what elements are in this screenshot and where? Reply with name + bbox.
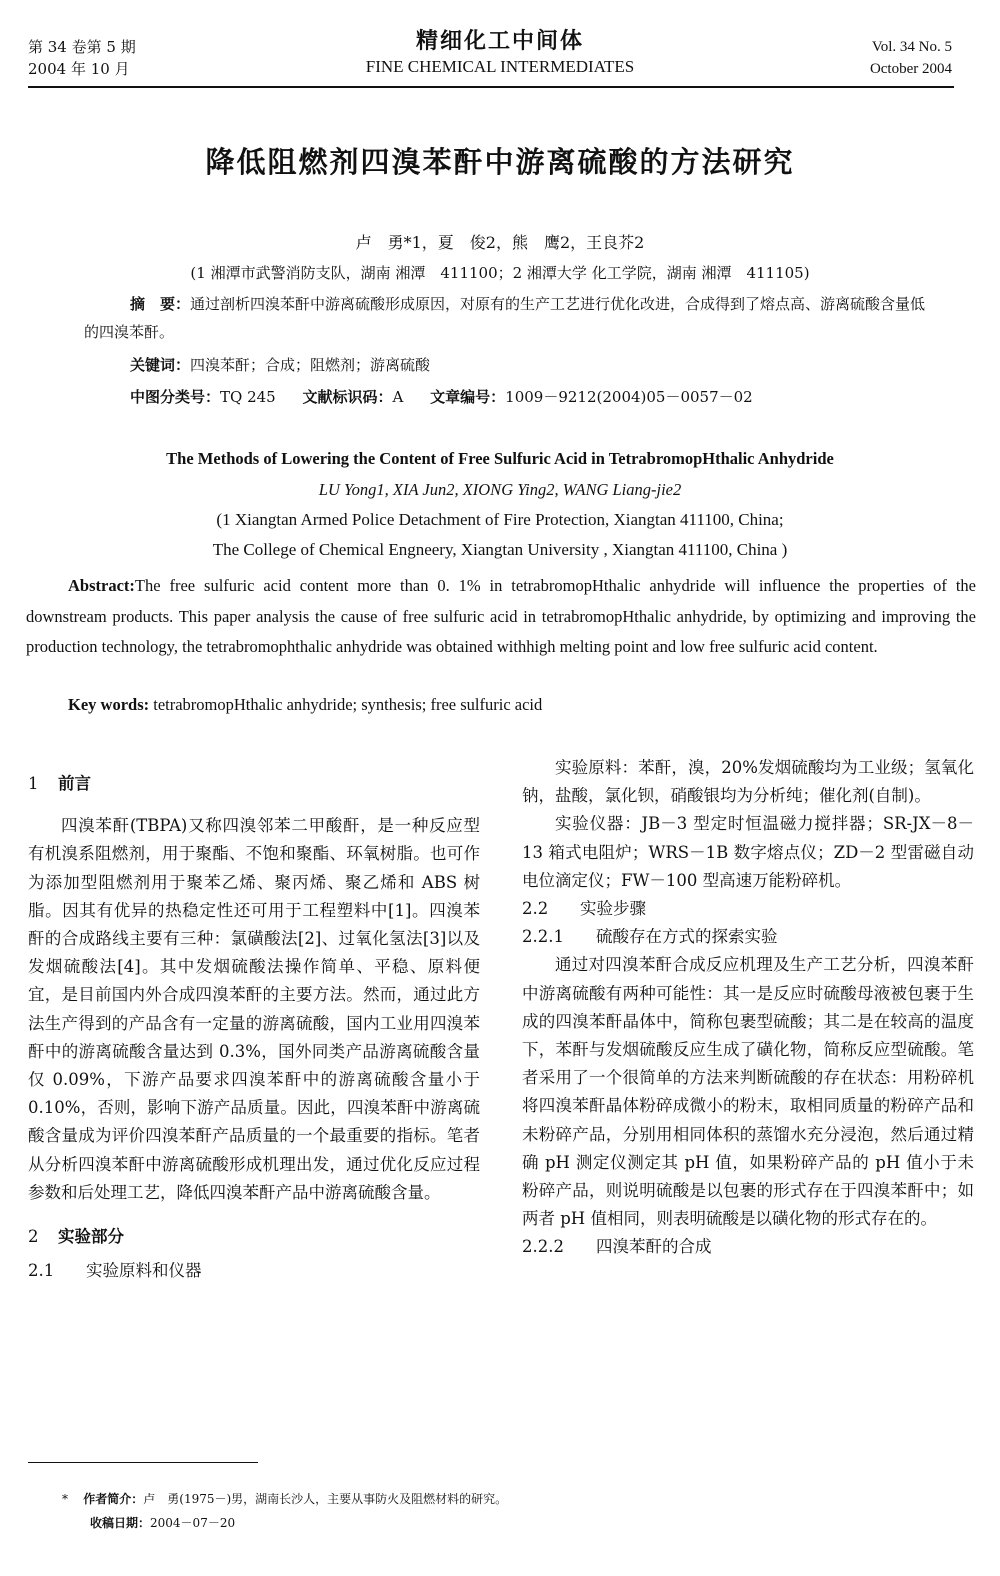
header-rule xyxy=(28,86,954,88)
abstract-cn-label: 摘 要： xyxy=(130,295,191,313)
footnote-mark: * xyxy=(62,1492,68,1506)
section-2-title: 实验部分 xyxy=(58,1227,124,1247)
abstract-cn xyxy=(84,290,928,346)
journal-name-cn: 精细化工中间体 xyxy=(415,29,584,54)
authors-cn: 卢 勇*1，夏 俊2，熊 鹰2，王良芥2 xyxy=(355,233,645,252)
header-right xyxy=(870,36,952,80)
footnote-received-date: 2004－07－20 xyxy=(150,1516,236,1530)
section-1-title: 前言 xyxy=(58,774,91,793)
section-2-2-number: 2.2 xyxy=(522,899,549,919)
authors-en: LU Yong1, XIA Jun2, XIONG Ying2, WANG Liang-jie2 xyxy=(318,480,682,499)
footnote-received xyxy=(90,1514,235,1531)
journal-masthead xyxy=(0,24,1000,77)
section-1-paragraph: 四溴苯酐(TBPA)又称四溴邻苯二甲酸酐，是一种反应型有机溴系阻燃剂，用于聚酯、不饱和聚酯、环氧树脂。也可作为添加型阻燃剂用于聚苯乙烯、聚丙烯、聚乙烯和 ABS 树脂。因其有优异的热稳定性还可用于工程塑料中[1]。四溴苯酐的合成路线主要有三种：氯磺酸法[2]、过氧化氢法[3]以及发烟硫酸法[4]。其中发烟硫酸法操作简单、平稳、原料便宜，是目前国内外合成四溴苯酐的主要方法。然而，通过此方法生产得到的产品含有一定量的游离硫酸，国内工业用四溴苯酐中的游离硫酸含量达到 0.3%，国外同类产品游离硫酸含量仅 0.09%，下游产品要求四溴苯酐中的游离硫酸含量小于 0.10%，否则，影响下游产品质量。因此，四溴苯酐中游离硫酸含量成为评价四溴苯酐产品质量的一个最重要的指标。笔者从分析四溴苯酐中游离硫酸形成机理出发，通过优化反应过程参数和后处理工艺，降低四溴苯酐产品中游离硫酸含量。 xyxy=(28,816,480,1202)
section-2-2-title: 实验步骤 xyxy=(580,899,646,919)
article-number-value: 1009－9212(2004)05－0057－02 xyxy=(505,388,753,406)
keywords-cn-label: 关键词： xyxy=(130,356,191,374)
footnote-author xyxy=(62,1490,507,1507)
section-2-2-heading xyxy=(522,895,974,923)
paper-title-en: The Methods of Lowering the Content of Free Sulfuric Acid in TetrabromopHthalic Anhydride xyxy=(166,449,834,468)
section-2-2-1-paragraph: 通过对四溴苯酐合成反应机理及生产工艺分析，四溴苯酐中游离硫酸有两种可能性：其一是反应时硫酸母液被包裹于生成的四溴苯酐晶体中，简称包裹型硫酸；其二是在较高的温度下，苯酐与发烟硫酸反应生成了磺化物，简称反应型硫酸。笔者采用了一个很简单的方法来判断硫酸的存在状态：用粉碎机将四溴苯酐晶体粉碎成微小的粉末，取相同质量的粉碎产品和未粉碎产品，分别用相同体积的蒸馏水充分浸泡，然后通过精确 pH 测定仪测定其 pH 值，如果粉碎产品的 pH 值小于未粉碎产品，则说明硫酸是以包裹的形式存在于四溴苯酐中；如两者 pH 值相同，则表明硫酸是以磺化物的形式存在的。 xyxy=(522,955,974,1229)
affiliation-en-1: (1 Xiangtan Armed Police Detachment of Fire Protection, Xiangtan 411100, China; xyxy=(216,510,784,529)
volume-en: Vol. 34 No. 5 xyxy=(871,39,952,55)
abstract-en xyxy=(26,571,976,663)
keywords-en-label: Key words: xyxy=(68,695,150,714)
section-2-2-2-number: 2.2.2 xyxy=(522,1237,564,1257)
doc-code-label: 文献标识码： xyxy=(302,388,393,406)
section-2-1-number: 2.1 xyxy=(28,1261,55,1281)
volume-cn: 第 34 卷第 5 期 xyxy=(28,38,136,56)
date-cn: 2004 年 10 月 xyxy=(28,60,130,78)
section-1-heading xyxy=(28,770,480,798)
body-left-column xyxy=(28,770,480,1285)
doc-code-value: A xyxy=(392,388,404,406)
clc-label: 中图分类号： xyxy=(130,388,221,406)
section-2-2-2-title: 四溴苯酐的合成 xyxy=(596,1237,712,1257)
section-2-1-title: 实验原料和仪器 xyxy=(86,1261,202,1281)
footnote-rule xyxy=(28,1462,258,1463)
section-1-number: 1 xyxy=(28,774,39,793)
affiliation-en-2: The College of Chemical Engneery, Xiangtan University , Xiangtan 411100, China ) xyxy=(212,540,788,559)
section-2-1-heading xyxy=(28,1257,480,1285)
footnote-author-label: 作者简介： xyxy=(83,1492,144,1506)
section-2-2-1-number: 2.2.1 xyxy=(522,927,564,947)
paper-title-cn: 降低阻燃剂四溴苯酐中游离硫酸的方法研究 xyxy=(205,145,795,179)
keywords-cn-text: 四溴苯酐；合成；阻燃剂；游离硫酸 xyxy=(190,356,431,374)
section-2-heading xyxy=(28,1223,480,1251)
section-2-2-1-heading xyxy=(522,923,974,951)
article-number-label: 文章编号： xyxy=(430,388,506,406)
section-2-2-2-heading xyxy=(522,1233,974,1261)
classification-line xyxy=(130,386,753,407)
clc-value: TQ 245 xyxy=(220,388,276,406)
abstract-cn-text: 通过剖析四溴苯酐中游离硫酸形成原因，对原有的生产工艺进行优化改进，合成得到了熔点高、游离硫酸含量低的四溴苯酐。 xyxy=(84,295,926,341)
keywords-en-text: tetrabromopHthalic anhydride; synthesis; free sulfuric acid xyxy=(153,695,543,714)
instruments-paragraph: 实验仪器：JB－3 型定时恒温磁力搅拌器；SR-JX－8－13 箱式电阻炉；WRS－1B 数字熔点仪；ZD－2 型雷磁自动电位滴定仪；FW－100 型高速万能粉碎机。 xyxy=(522,814,974,890)
materials-paragraph: 实验原料：苯酐，溴，20%发烟硫酸均为工业级；氢氧化钠，盐酸，氯化钡，硝酸银均为分析纯；催化剂(自制)。 xyxy=(522,758,974,806)
footnote-received-label: 收稿日期： xyxy=(90,1516,151,1530)
abstract-en-text: The free sulfuric acid content more than 0. 1% in tetrabromopHthalic anhydride will influence the properties of the downstream products. This paper analysis the cause of free sulfuric acid in tetrabromopHthalic anhydride, by optimizing and improving the production technology, the tetrabromophthalic anhydride was obtained withhigh melting point and low free sulfuric acid content. xyxy=(26,576,976,656)
keywords-en xyxy=(68,695,542,715)
date-en: October 2004 xyxy=(869,61,952,77)
footnote-author-text: 卢 勇(1975－)男，湖南长沙人，主要从事防火及阻燃材料的研究。 xyxy=(143,1492,508,1506)
body-right-column xyxy=(522,754,974,1262)
keywords-cn xyxy=(130,354,430,375)
journal-name-en: FINE CHEMICAL INTERMEDIATES xyxy=(365,57,635,76)
section-2-2-1-title: 硫酸存在方式的探索实验 xyxy=(596,927,778,947)
affiliations-cn: (1 湘潭市武警消防支队，湖南 湘潭 411100；2 湘潭大学 化工学院，湖南 湘潭 411105) xyxy=(190,264,810,282)
section-2-number: 2 xyxy=(28,1227,39,1247)
abstract-en-label: Abstract: xyxy=(68,576,135,595)
